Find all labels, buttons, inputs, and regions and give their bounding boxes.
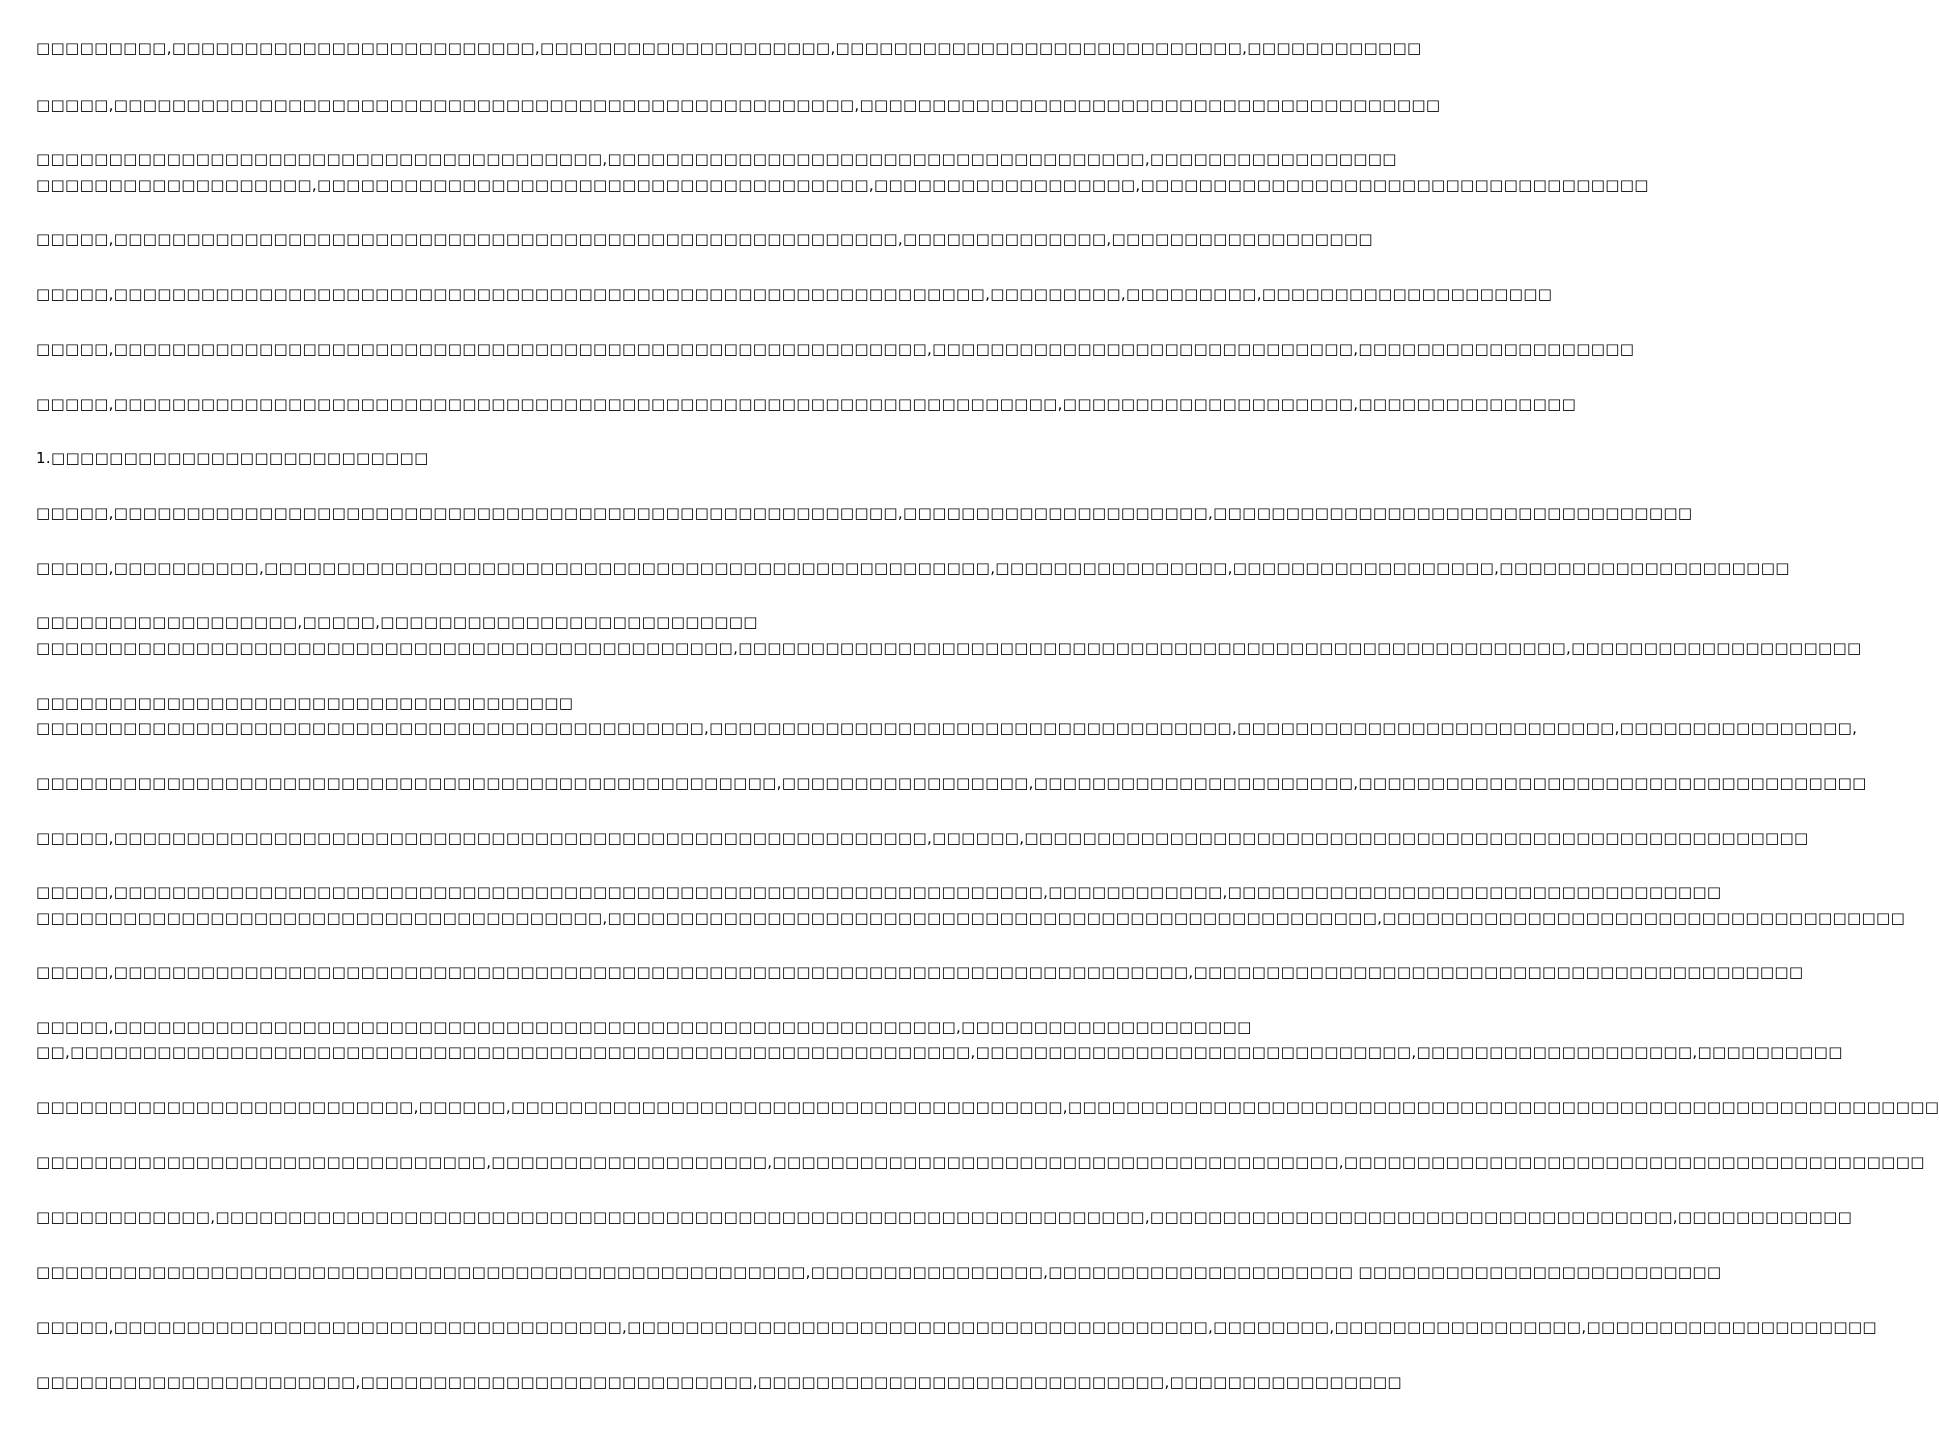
text-line: □□□□□,□□□□□□□□□□□□□□□□□□□□□□□□□□□□□□□□□□□□□□□□□□□□□□□□□□□,□□□□□□□□□□□□□□□□□□□□□□□□□□□□□□□□□□□□□□□□ bbox=[36, 96, 1441, 114]
text-line: □□□□□□□□□□□□□□□□□□,□□□□□,□□□□□□□□□□□□□□□□□□□□□□□□□□ bbox=[36, 613, 758, 631]
text-line: □□□□□,□□□□□□□□□□□□□□□□□□□□□□□□□□□□□□□□□□□□□□□□□□□□□□□□□□□□□□□□□□,□□□□□□□□□□□□□□□□□□□□ bbox=[36, 1018, 1252, 1036]
text-line: □□□□□□□□□□□□□□□□□□□□□□□□□□□□□□□□□□□□□ bbox=[36, 694, 574, 712]
text-line: □□□□□□□□□□□□□□□□□□□□□□□□□□□□□□□□□□□□□□□□□□□□□□□□□□□,□□□□□□□□□□□□□□□□□,□□□□□□□□□□□□□□□□□□□□□□,□□□□□□□□□□□□□□□□□□□□□□□□□□□□□□□□□□□ bbox=[36, 774, 1867, 792]
text-line: □□□□□,□□□□□□□□□□□□□□□□□□□□□□□□□□□□□□□□□□□,□□□□□□□□□□□□□□□□□□□□□□□□□□□□□□□□□□□□□□□□,□□□□□□□□,□□□□□□□□□□□□□□□□□,□□□□□□□□□□□□□□□□□□□□ bbox=[36, 1318, 1877, 1336]
text-line: □□□□□,□□□□□□□□□□□□□□□□□□□□□□□□□□□□□□□□□□□□□□□□□□□□□□□□□□□□□□,□□□□□□□□□□□□□□□□□□□□□,□□□□□□□□□□□□□□□□□□□□□□□□□□□□□□□□□ bbox=[36, 504, 1693, 522]
text-line: □□□□□□□□□□□□□□□□□□□□□□,□□□□□□□□□□□□□□□□□□□□□□□□□□□,□□□□□□□□□□□□□□□□□□□□□□□□□□□□,□□□□□□□□□□□□□□□□ bbox=[36, 1373, 1402, 1391]
text-line: □□□□□□□□□,□□□□□□□□□□□□□□□□□□□□□□□□□,□□□□□□□□□□□□□□□□□□□□,□□□□□□□□□□□□□□□□□□□□□□□□□□□□,□□□□□□□□□□□□ bbox=[36, 39, 1422, 57]
text-line: □□□□□,□□□□□□□□□□□□□□□□□□□□□□□□□□□□□□□□□□□□□□□□□□□□□□□□□□□□□□,□□□□□□□□□□□□□□,□□□□□□□□□□□□□□□□□□ bbox=[36, 230, 1373, 248]
text-line: □□□□□□□□□□□□□□□□□□□□□□□□□□□□□□□□□□□□□□□,□□□□□□□□□□□□□□□□□□□□□□□□□□□□□□□□□□□□□,□□□□□□□□□□□□□□□□□ bbox=[36, 150, 1397, 168]
text-line: □□,□□□□□□□□□□□□□□□□□□□□□□□□□□□□□□□□□□□□□□□□□□□□□□□□□□□□□□□□□□□□□□,□□□□□□□□□□□□□□□□□□□□□□□□□□□□□□,□□□□□□□□□□□□□□□□□□□,□□□□□□□□□□ bbox=[36, 1043, 1843, 1061]
text-line: □□□□□□□□□□□□□□□□□□□□□□□□□□□□□□□□□□□□□□□,□□□□□□□□□□□□□□□□□□□□□□□□□□□□□□□□□□□□□□□□□□□□□□□□□□□□□,□□□□□□□□□□□□□□□□□□□□□□□□□□□□□□□□□□□□ bbox=[36, 909, 1906, 927]
text-line: □□□□□,□□□□□□□□□□□□□□□□□□□□□□□□□□□□□□□□□□□□□□□□□□□□□□□□□□□□□□□□□□□□,□□□□□□□□□,□□□□□□□□□,□□□□□□□□□□□□□□□□□□□□ bbox=[36, 285, 1553, 303]
text-line: □□□□□□□□□□□□□□□□□□□,□□□□□□□□□□□□□□□□□□□□□□□□□□□□□□□□□□□□□□,□□□□□□□□□□□□□□□□□□,□□□□□□□□□□□□□□□□□□□□□□□□□□□□□□□□□□□ bbox=[36, 176, 1649, 194]
text-line: □□□□□,□□□□□□□□□□,□□□□□□□□□□□□□□□□□□□□□□□□□□□□□□□□□□□□□□□□□□□□□□□□□□,□□□□□□□□□□□□□□□□,□□□□□□□□□□□□□□□□□□,□□□□□□□□□□□□□□□□□□□□ bbox=[36, 559, 1790, 577]
document-page bbox=[36, 0, 1939, 1449]
text-line: □□□□□,□□□□□□□□□□□□□□□□□□□□□□□□□□□□□□□□□□□□□□□□□□□□□□□□□□□□□□□□□□□□□□□□,□□□□□□□□□□□□,□□□□□□□□□□□□□□□□□□□□□□□□□□□□□□□□□□ bbox=[36, 883, 1722, 901]
text-line: □□□□□□□□□□□□□□□□□□□□□□□□□□□□□□□□□□□□□□□□□□□□□□□□,□□□□□□□□□□□□□□□□□□□□□□□□□□□□□□□□□□□□□□□□□□□□□□□□□□□□□□□□□,□□□□□□□□□□□□□□□□□□□□ bbox=[36, 639, 1862, 657]
text-line: □□□□□□□□□□□□□□□□□□□□□□□□□□□□□□□□□□□□□□□□□□□□□□□□□□□□□,□□□□□□□□□□□□□□□□,□□□□□□□□□□□□□□□□□□□□□ □□□□□□□□□□□□□□□□□□□□□□□□□ bbox=[36, 1263, 1722, 1281]
text-line: □□□□□□□□□□□□□□□□□□□□□□□□□□□□□□□,□□□□□□□□□□□□□□□□□□□,□□□□□□□□□□□□□□□□□□□□□□□□□□□□□□□□□□□□□□□,□□□□□□□□□□□□□□□□□□□□□□□□□□□□□□□□□□□□□□□□ bbox=[36, 1153, 1925, 1171]
text-line: □□□□□□□□□□□□□□□□□□□□□□□□□□,□□□□□□,□□□□□□□□□□□□□□□□□□□□□□□□□□□□□□□□□□□□□□,□□□□□□□□□□□□□□□□□□□□□□□□□□□□□□□□□□□□□□□□□□□□□□□□□□□□□□□□□□□□ bbox=[36, 1098, 1939, 1116]
section-heading: 1.□□□□□□□□□□□□□□□□□□□□□□□□□□ bbox=[36, 449, 429, 467]
text-line: □□□□□,□□□□□□□□□□□□□□□□□□□□□□□□□□□□□□□□□□□□□□□□□□□□□□□□□□□□□□□□,□□□□□□,□□□□□□□□□□□□□□□□□□□□□□□□□□□□□□□□□□□□□□□□□□□□□□□□□□□□□□ bbox=[36, 829, 1809, 847]
text-line: □□□□□□□□□□□□,□□□□□□□□□□□□□□□□□□□□□□□□□□□□□□□□□□□□□□□□□□□□□□□□□□□□□□□□□□□□□□□□,□□□□□□□□□□□□□□□□□□□□□□□□□□□□□□□□□□□□,□□□□□□□□□□□□ bbox=[36, 1208, 1853, 1226]
text-line: □□□□□,□□□□□□□□□□□□□□□□□□□□□□□□□□□□□□□□□□□□□□□□□□□□□□□□□□□□□□□□□□□□□□□□□□□□□□□□□□,□□□□□□□□□□□□□□□□□□□□□□□□□□□□□□□□□□□□□□□□□□ bbox=[36, 963, 1804, 981]
text-line: □□□□□□□□□□□□□□□□□□□□□□□□□□□□□□□□□□□□□□□□□□□□□□,□□□□□□□□□□□□□□□□□□□□□□□□□□□□□□□□□□□□,□□□□□□□□□□□□□□□□□□□□□□□□□□,□□□□□□□□□□□□□□□□, bbox=[36, 719, 1858, 737]
text-line: □□□□□,□□□□□□□□□□□□□□□□□□□□□□□□□□□□□□□□□□□□□□□□□□□□□□□□□□□□□□□□□□□□□□□□□,□□□□□□□□□□□□□□□□□□□□,□□□□□□□□□□□□□□□ bbox=[36, 395, 1577, 413]
text-line: □□□□□,□□□□□□□□□□□□□□□□□□□□□□□□□□□□□□□□□□□□□□□□□□□□□□□□□□□□□□□□,□□□□□□□□□□□□□□□□□□□□□□□□□□□□□,□□□□□□□□□□□□□□□□□□□ bbox=[36, 340, 1635, 358]
